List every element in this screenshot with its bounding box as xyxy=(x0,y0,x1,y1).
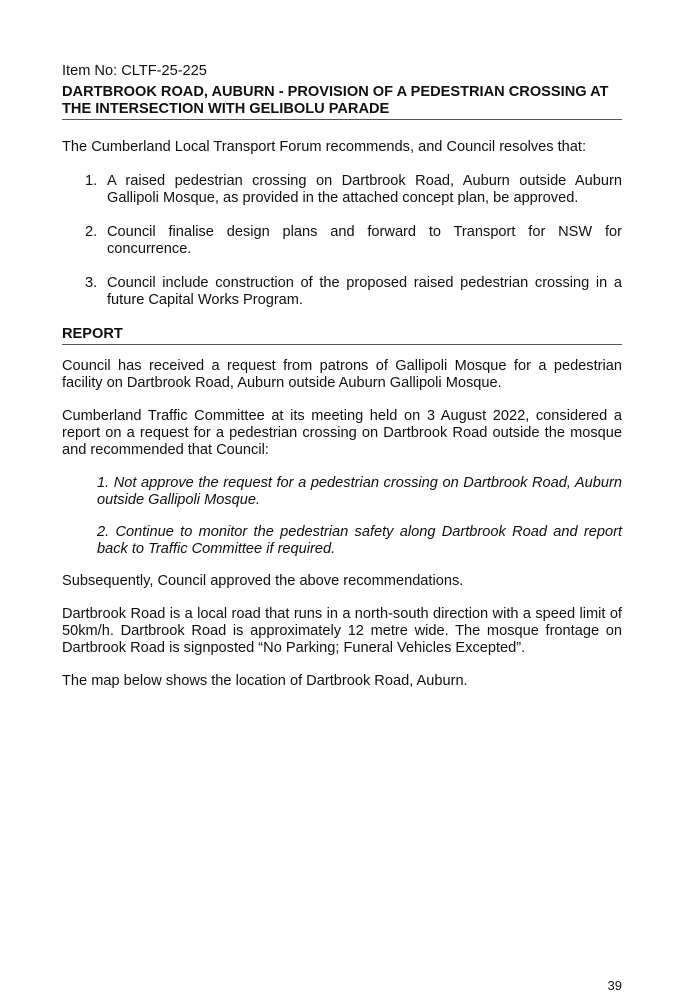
report-paragraph: Cumberland Traffic Committee at its meeting held on 3 August 2022, considered a report on a request for a pedestrian crossing on Dartbrook Road outside the mosque and recommended that Council: xyxy=(62,408,622,458)
document-title: DARTBROOK ROAD, AUBURN - PROVISION OF A PEDESTRIAN CROSSING AT THE INTERSECTION WITH GELIBOLU PARADE xyxy=(62,84,622,120)
report-paragraph: Council has received a request from patrons of Gallipoli Mosque for a pedestrian facility on Dartbrook Road, Auburn outside Auburn Gallipoli Mosque. xyxy=(62,358,622,391)
report-paragraph: Subsequently, Council approved the above recommendations. xyxy=(62,573,464,589)
page-number: 39 xyxy=(607,978,622,993)
recommendation-text: Council include construction of the proposed raised pedestrian crossing in a future Capital Works Program. xyxy=(107,275,622,308)
recommendation-item xyxy=(62,173,622,207)
recommendation-list xyxy=(62,173,622,309)
committee-recommendation-item: 1. Not approve the request for a pedestrian crossing on Dartbrook Road, Auburn outside Gallipoli Mosque. xyxy=(97,475,622,508)
recommendation-item xyxy=(62,275,622,309)
recommendation-number: 3. xyxy=(85,275,98,291)
intro-paragraph: The Cumberland Local Transport Forum recommends, and Council resolves that: xyxy=(62,139,586,155)
recommendation-text: Council finalise design plans and forward to Transport for NSW for concurrence. xyxy=(107,224,622,257)
recommendation-number: 1. xyxy=(85,173,98,189)
report-paragraph: Dartbrook Road is a local road that runs in a north-south direction with a speed limit of 50km/h. Dartbrook Road is approximately 12 metre wide. The mosque frontage on Dartbrook Road is signposted “No Parking; Funeral Vehicles Excepted”. xyxy=(62,606,622,656)
report-paragraph: The map below shows the location of Dartbrook Road, Auburn. xyxy=(62,673,468,689)
recommendation-text: A raised pedestrian crossing on Dartbrook Road, Auburn outside Auburn Gallipoli Mosque, as provided in the attached concept plan, be approved. xyxy=(107,173,622,206)
committee-recommendations xyxy=(62,475,622,558)
recommendation-number: 2. xyxy=(85,224,98,240)
report-heading: REPORT xyxy=(62,326,622,345)
recommendation-item xyxy=(62,224,622,258)
item-number: Item No: CLTF-25-225 xyxy=(62,63,207,79)
committee-recommendation-item: 2. Continue to monitor the pedestrian safety along Dartbrook Road and report back to Traffic Committee if required. xyxy=(97,524,622,557)
